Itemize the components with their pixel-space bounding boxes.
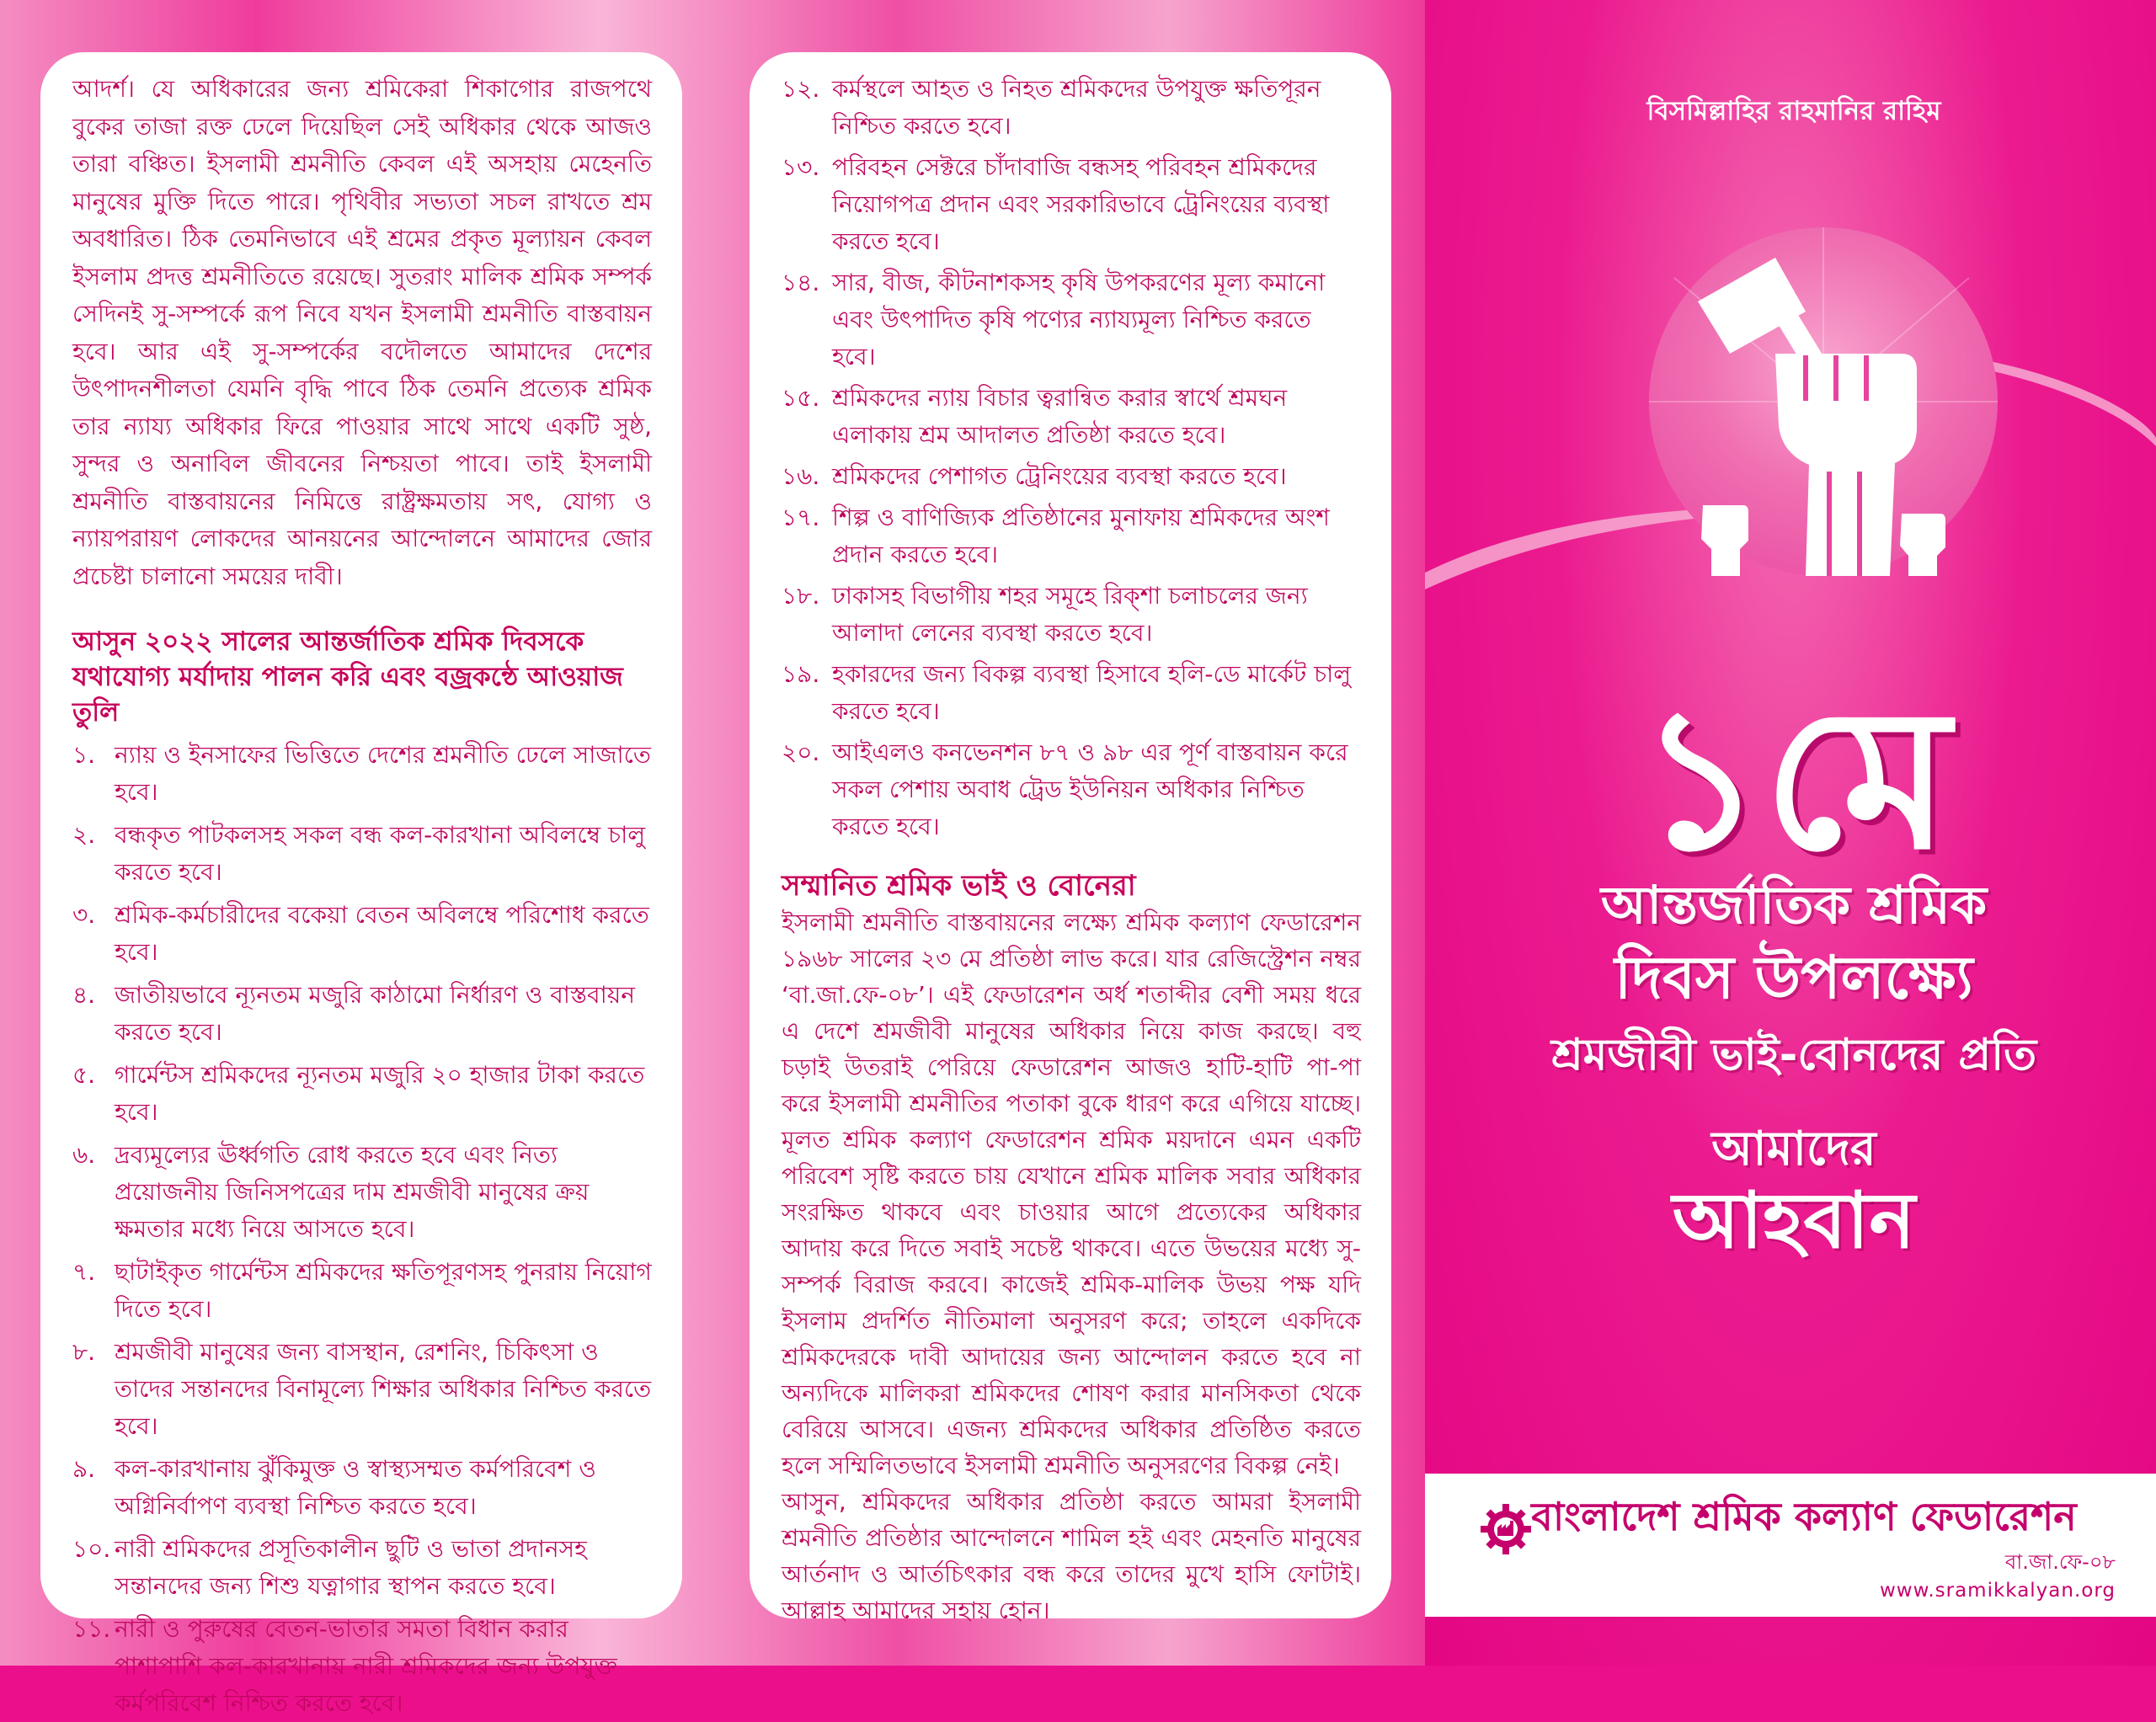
list-item [782,149,1361,260]
item-text: শ্রমজীবী মানুষের জন্য বাসস্থান, রেশনিং, চিকিৎসা ও তাদের সন্তানদের বিনামূল্যে শিক্ষার অধিকার নিশ্চিত করতে হবে। [115,1338,652,1440]
demands-heading: আসুন ২০২২ সালের আন্তর্জাতিক শ্রমিক দিবসকে যথাযোগ্য মর্যাদায় পালন করি এবং বজ্রকন্ঠে আওয়াজ তুলি [72,626,623,728]
closing-paragraph: আসুন, শ্রমিকদের অধিকার প্রতিষ্ঠা করতে আমরা ইসলামী শ্রমনীতি প্রতিষ্ঠার আন্দোলনে শামিল হই এবং মেহনতি মানুষের আর্তনাদ ও আর্তচিৎকার বন্ধ করে তাদের মুখে হাসি ফোটাই। আল্লাহ আমাদের সহায় হোন। [782,1488,1361,1624]
item-text: ঢাকাসহ বিভাগীয় শহর সমূহে রিক্শা চলাচলের জন্য আলাদা লেনের ব্যবস্থা করতে হবে। [832,582,1308,647]
item-number: ১৫. [782,384,820,412]
demands-list-1 [72,737,652,1722]
list-item [72,897,652,971]
organization-footer [1425,1474,2156,1617]
item-number: ৫. [72,1061,96,1089]
item-text: পরিবহন সেক্টরে চাঁদাবাজি বন্ধসহ পরিবহন শ্রমিকদের নিয়োগপত্র প্রদান এবং সরকারিভাবে ট্রেনিংয়ের ব্যবস্থা করতে হবে। [832,153,1330,255]
item-number: ১. [72,741,96,769]
item-number: ৮. [72,1338,96,1366]
item-text: শ্রমিক-কর্মচারীদের বকেয়া বেতন অবিলম্বে পরিশোধ করতে হবে। [115,901,649,966]
item-text: দ্রব্যমূল্যের ঊর্ধ্বগতি রোধ করতে হবে এবং নিত্য প্রয়োজনীয় জিনিসপত্রের দাম শ্রমজীবী মানুষের ক্রয় ক্ষমতার মধ্যে নিয়ে আসতে হবে। [115,1141,590,1243]
list-item [72,1137,652,1248]
item-number: ১৪. [782,269,820,296]
item-text: জাতীয়ভাবে ন্যূনতম মজুরি কাঠামো নির্ধারণ ও বাস্তবায়ন করতে হবে। [115,981,635,1046]
website-link[interactable]: www.sramikkalyan.org [1880,1580,2116,1602]
panel-middle [750,52,1391,1624]
date-title: ১মে [1637,665,1951,893]
item-text: শ্রমিকদের ন্যায় বিচার ত্বরান্বিত করার স্বার্থে শ্রমঘন এলাকায় শ্রম আদালত প্রতিষ্ঠা করতে হবে। [832,384,1288,449]
item-number: ১৬. [782,462,820,490]
list-item [782,380,1361,454]
item-text: শিল্প ও বাণিজ্যিক প্রতিষ্ঠানের মুনাফায় শ্রমিকদের অংশ প্রদান করতে হবে। [832,504,1330,568]
list-item [782,578,1361,652]
list-item [72,1611,652,1722]
item-number: ৩. [72,901,96,929]
list-item [72,1451,652,1525]
list-item [782,499,1361,573]
list-item [72,977,652,1051]
list-item [782,264,1361,376]
item-text: নারী ও পুরুষের বেতন-ভাতার সমতা বিধান করার পাশাপাশি কল-কারখানায় নারী শ্রমিকদের জন্য উপযুক্ত কর্মপরিবেশ নিশ্চিত করতে হবে। [115,1615,617,1717]
list-item [782,71,1361,145]
item-number: ১১. [72,1615,111,1643]
title-line-5: আহবান [1672,1176,1916,1266]
item-number: ৯. [72,1455,96,1483]
item-text: কর্মস্থলে আহত ও নিহত শ্রমিকদের উপযুক্ত ক্ষতিপূরন নিশ্চিত করতে হবে। [832,75,1321,140]
item-text: ন্যায় ও ইনসাফের ভিত্তিতে দেশের শ্রমনীতি ঢেলে সাজাতে হবে। [115,741,651,806]
item-number: ৬. [72,1141,96,1169]
item-number: ২০. [782,738,820,766]
item-number: ১৯. [782,660,820,688]
list-item [72,817,652,891]
list-item [72,1531,652,1605]
intro-paragraph: আদর্শ। যে অধিকারের জন্য শ্রমিকেরা শিকাগোর রাজপথে বুকের তাজা রক্ত ঢেলে দিয়েছিল সেই অধিকার থেকে আজও তারা বঞ্চিত। ইসলামী শ্রমনীতি কেবল এই অসহায় মেহেনতি মানুষের মুক্তি দিতে পারে। পৃথিবীর সভ্যতা সচল রাখতে শ্রম অবধারিত। ঠিক তেমনিভাবে এই শ্রমের প্রকৃত মূল্যায়ন কেবল ইসলাম প্রদত্ত শ্রমনীতিতে রয়েছে। সুতরাং মালিক শ্রমিক সম্পর্ক সেদিনই সু-সম্পর্কে রূপ নিবে যখন ইসলামী শ্রমনীতি বাস্তবায়ন হবে। আর এই সু-সম্পর্কের বদৌলতে আমাদের দেশের উৎপাদনশীলতা যেমনি বৃদ্ধি পাবে ঠিক তেমনি প্রত্যেক শ্রমিক তার ন্যায্য অধিকার ফিরে পাওয়ার সাথে সাথে একটি সুষ্ঠ, সুন্দর ও অনাবিল জীবনের নিশ্চয়তা পাবে। তাই ইসলামী শ্রমনীতি বাস্তবায়নের নিমিত্তে রাষ্ট্রক্ষমতায় সৎ, যোগ্য ও ন্যায়পরায়ণ লোকদের আনয়নের আন্দোলনে আমাদের জোর প্রচেষ্টা চালানো সময়ের দাবী। [72,75,652,590]
list-item [72,1334,652,1445]
item-number: ২. [72,821,96,849]
title-line-4: আমাদের [1711,1122,1876,1176]
list-item [782,656,1361,730]
item-text: শ্রমিকদের পেশাগত ট্রেনিংয়ের ব্যবস্থা করতে হবে। [832,462,1287,490]
item-number: ৪. [72,981,96,1009]
list-item [782,458,1361,495]
item-number: ১৮. [782,582,820,610]
title-line-2: দিবস উপলক্ষ্যে [1614,943,1973,1012]
list-item [72,737,652,811]
item-text: বন্ধকৃত পাটকলসহ সকল বন্ধ কল-কারখানা অবিলম্বে চালু করতে হবে। [115,821,646,886]
item-text: আইএলও কনভেনশন ৮৭ ও ৯৮ এর পূর্ণ বাস্তবায়ন করে সকল পেশায় অবাধ ট্রেড ইউনিয়ন অধিকার নিশ্চিত করতে হবে। [832,738,1348,840]
item-text: ছাটাইকৃত গার্মেন্টস শ্রমিকদের ক্ষতিপূরণসহ পুনরায় নিয়োগ দিতে হবে। [115,1258,652,1323]
item-text: সার, বীজ, কীটনাশকসহ কৃষি উপকরণের মূল্য কমানো এবং উৎপাদিত কৃষি পণ্যের ন্যায্যমূল্য নিশ্চিত করতে হবে। [832,269,1326,371]
item-number: ১৩. [782,153,820,181]
title-line-1: আন্তর্জাতিক শ্রমিক [1600,874,1988,936]
list-item [782,734,1361,845]
panel-left [40,52,682,1717]
item-number: ১২. [782,75,820,103]
item-number: ৭. [72,1258,96,1286]
greeting-heading: সম্মানিত শ্রমিক ভাই ও বোনেরা [782,869,1136,903]
registration-number: বা.জা.ফে-০৮ [2004,1550,2116,1574]
bismillah-text: বিসমিল্লাহির রাহমানির রাহিম [1646,96,1941,126]
item-text: গার্মেন্টস শ্রমিকদের ন্যূনতম মজুরি ২০ হাজার টাকা করতে হবে। [115,1061,645,1126]
item-text: হকারদের জন্য বিকল্প ব্যবস্থা হিসাবে হলি-ডে মার্কেট চালু করতে হবে। [832,660,1352,725]
demands-list-2 [782,71,1361,845]
item-number: ১৭. [782,504,820,531]
fist-circle [1649,227,1998,576]
item-text: কল-কারখানায় ঝুঁকিমুক্ত ও স্বাস্থ্যসম্মত কর্মপরিবেশ ও অগ্নিনির্বাপণ ব্যবস্থা নিশ্চিত করতে হবে। [115,1455,596,1520]
organization-name: বাংলাদেশ শ্রমিক কল্যাণ ফেডারেশন [1531,1494,2077,1539]
body-paragraph: ইসলামী শ্রমনীতি বাস্তবায়নের লক্ষ্যে শ্রমিক কল্যাণ ফেডারেশন ১৯৬৮ সালের ২৩ মে প্রতিষ্ঠা লাভ করে। যার রেজিস্ট্রেশন নম্বর ‘বা.জা.ফে-০৮’। এই ফেডারেশন অর্ধ শতাব্দীর বেশী সময় ধরে এ দেশে শ্রমজীবী মানুষের অধিকার নিয়ে কাজ করছে। বহু চড়াই উতরাই পেরিয়ে ফেডারেশন আজও হাটি-হাটি পা-পা করে ইসলামী শ্রমনীতির পতাকা বুকে ধারণ করে এগিয়ে যাচ্ছে। মূলত শ্রমিক কল্যাণ ফেডারেশন শ্রমিক ময়দানে এমন একটি পরিবেশ সৃষ্টি করতে চায় যেখানে শ্রমিক মালিক সবার অধিকার সংরক্ষিত থাকবে এবং চাওয়ার আগে প্রত্যেকের অধিকার আদায় করে দিতে সবাই সচেষ্ট থাকবে। এতে উভয়ের মধ্যে সু-সম্পর্ক বিরাজ করবে। কাজেই শ্রমিক-মালিক উভয় পক্ষ যদি ইসলাম প্রদর্শিত নীতিমালা অনুসরণ করে; তাহলে একদিকে শ্রমিকদেরকে দাবী আদায়ের জন্য আন্দোলন করতে হবে না অন্যদিকে মালিকরা শ্রমিকদের শোষণ করার মানসিকতা থেকে বেরিয়ে আসবে। এজন্য শ্রমিকদের অধিকার প্রতিষ্ঠিত করতে হলে সম্মিলিতভাবে ইসলামী শ্রমনীতি অনুসরণের বিকল্প নেই। [782,909,1361,1479]
item-number: ১০. [72,1535,111,1563]
title-line-3: শ্রমজীবী ভাই-বোনদের প্রতি [1550,1030,2037,1080]
list-item [72,1254,652,1328]
item-text: নারী শ্রমিকদের প্রসূতিকালীন ছুটি ও ভাতা প্রদানসহ সন্তানদের জন্য শিশু যত্নাগার স্থাপন করতে হবে। [115,1535,587,1600]
list-item [72,1057,652,1131]
raised-fist-hammer-icon [1649,227,1998,576]
